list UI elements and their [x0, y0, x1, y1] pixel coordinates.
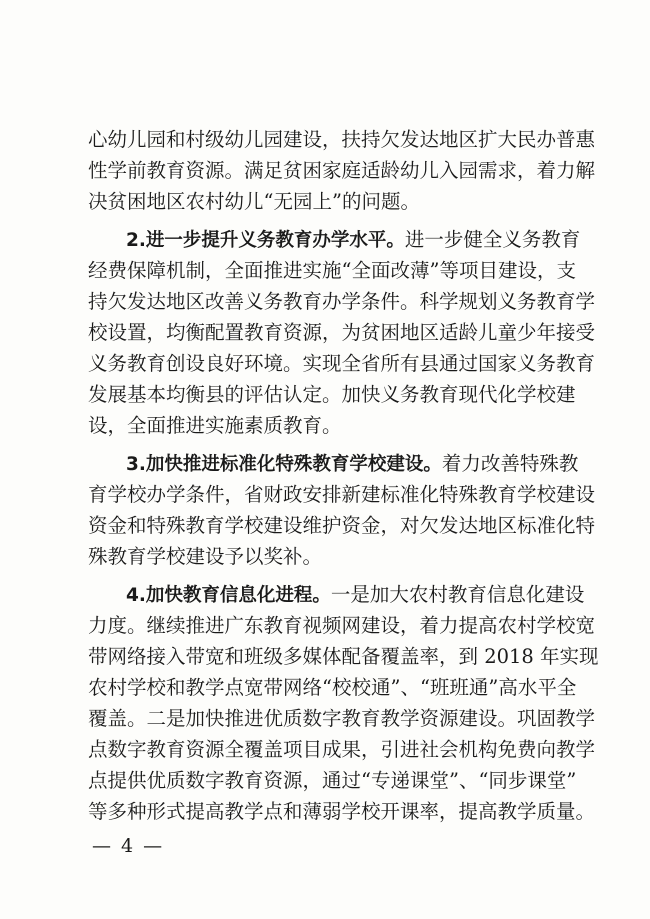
- body-text: 进一步健全义务教育: [404, 228, 581, 251]
- body-text-line: 殊教育学校建设予以奖补。: [88, 545, 323, 568]
- body-text-line: 力度。继续推进广东教育视频网建设，着力提高农村学校宽: [88, 614, 596, 637]
- body-text-line: 等多种形式提高教学点和薄弱学校开课率，提高教学质量。: [88, 800, 596, 823]
- body-text: 着力改善特殊教: [441, 452, 579, 475]
- body-text: 一是加大农村教育信息化建设: [330, 583, 585, 606]
- section-heading: 3.加快推进标准化特殊教育学校建设。: [126, 454, 442, 475]
- body-text-line: 持欠发达地区改善义务教育办学条件。科学规划义务教育学: [88, 290, 596, 313]
- body-text-line: 经费保障机制，全面推进实施“全面改薄”等项目建设，支: [88, 259, 576, 282]
- body-text-line: 发展基本均衡县的评估认定。加快义务教育现代化学校建: [88, 383, 576, 406]
- page-number: — 4 —: [92, 835, 165, 857]
- section-heading: 4.加快教育信息化进程。: [126, 585, 331, 606]
- body-text-line: 点提供优质数字教育资源，通过“专递课堂”、“同步课堂”: [88, 769, 577, 792]
- body-text-line: 覆盖。二是加快推进优质数字教育教学资源建设。巩固教学: [88, 707, 596, 730]
- body-text-line: 心幼儿园和村级幼儿园建设，扶持欠发达地区扩大民办普惠: [88, 128, 596, 151]
- body-text-line: 义务教育创设良好环境。实现全省所有县通过国家义务教育: [88, 352, 596, 375]
- body-text-line: 育学校办学条件，省财政安排新建标准化特殊教育学校建设: [88, 483, 596, 506]
- body-text-line: 决贫困地区农村幼儿“无园上”的问题。: [88, 190, 420, 213]
- section-first-line: [126, 449, 579, 479]
- body-text-line: 农村学校和教学点宽带网络“校校通”、“班班通”高水平全: [88, 676, 577, 699]
- body-text-line: 设，全面推进实施素质教育。: [88, 414, 342, 437]
- body-text-line: 点数字教育资源全覆盖项目成果，引进社会机构免费向教学: [88, 738, 596, 761]
- body-text-line: 资金和特殊教育学校建设维护资金，对欠发达地区标准化特: [88, 514, 596, 537]
- section-first-line: [126, 225, 581, 255]
- body-text-line: 性学前教育资源。满足贫困家庭适龄幼儿入园需求，着力解: [88, 159, 596, 182]
- section-first-line: [126, 580, 585, 610]
- body-text-line: 校设置，均衡配置教育资源，为贫困地区适龄儿童少年接受: [88, 321, 596, 344]
- section-heading: 2.进一步提升义务教育办学水平。: [126, 230, 405, 251]
- body-text-line: 带网络接入带宽和班级多媒体配备覆盖率，到 2018 年实现: [88, 645, 599, 668]
